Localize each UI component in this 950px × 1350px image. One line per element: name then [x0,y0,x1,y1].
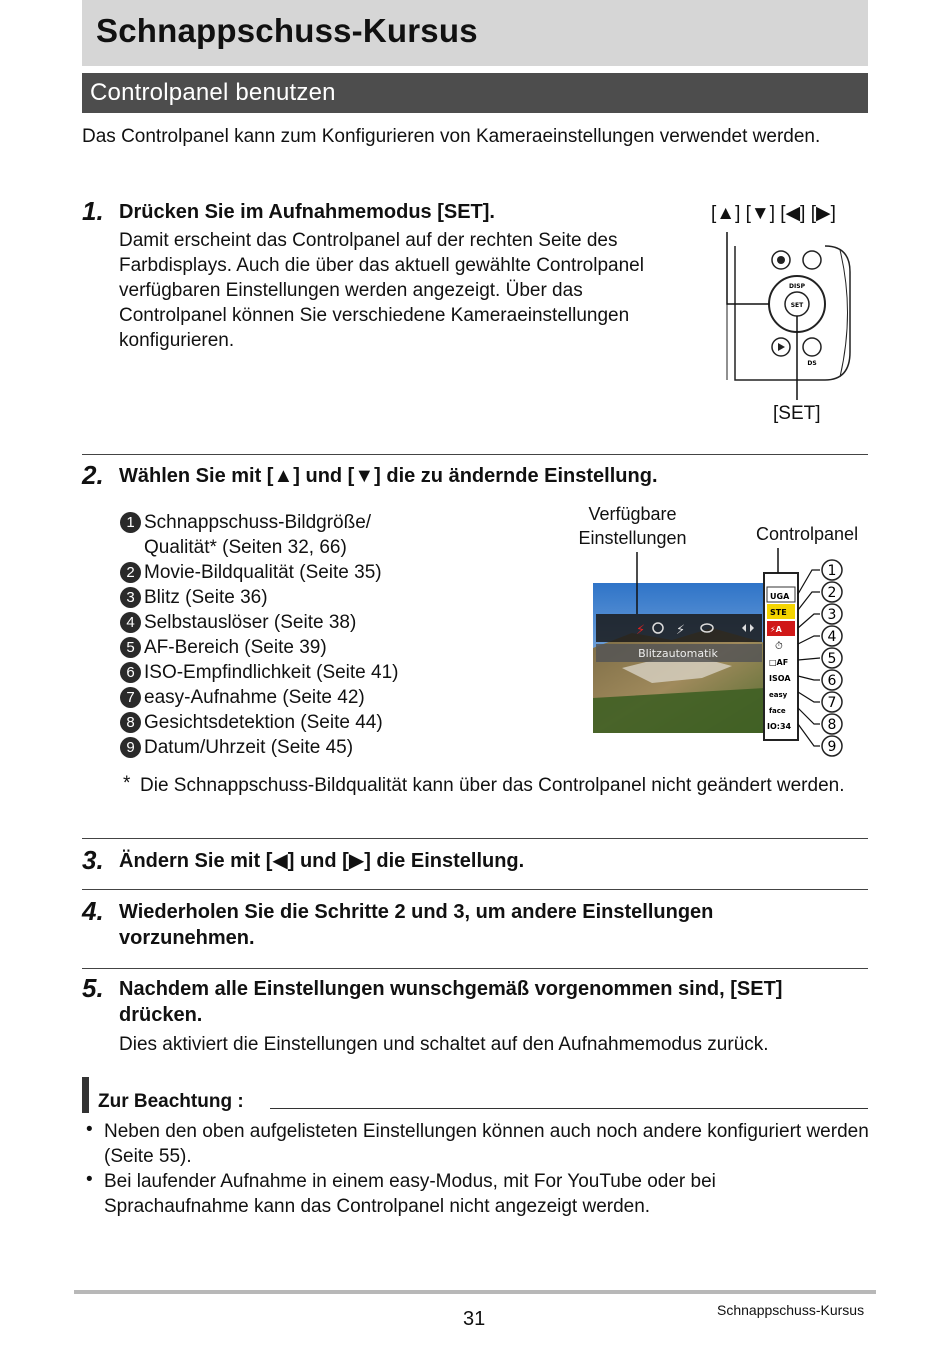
callout-5: 5 [827,651,837,667]
list-item [120,660,399,685]
set-label: SET [790,302,804,309]
list-item [120,560,382,585]
disp-label: DISP [789,283,805,290]
callout-7: 7 [827,695,837,711]
list-item-text: easy-Aufnahme (Seite 42) [144,687,365,708]
image-size-icon: UGA [770,592,790,601]
note-bar [82,1077,89,1113]
step-4-title: Wiederholen Sie die Schritte 2 und 3, um andere Einstellungen vorzunehmen. [119,901,714,949]
number-badge: 1 [120,512,141,533]
iso-icon: ISOA [769,674,791,683]
face-detection-icon: face [769,707,786,715]
flash-on-icon: ⚡ [676,623,686,638]
callout-8: 8 [827,717,837,733]
callout-9: 9 [827,739,837,755]
list-item-text: Selbstauslöser (Seite 38) [144,612,357,633]
number-badge: 3 [120,587,141,608]
note-rule [270,1108,868,1109]
list-item-text: AF-Bereich (Seite 39) [144,637,327,658]
divider [82,454,868,455]
divider [82,838,868,839]
set-button-label: [SET] [773,403,821,424]
number-badge: 9 [120,737,141,758]
footnote-text: Die Schnappschuss-Bildqualität kann über das Controlpanel nicht geändert werden. [140,775,845,796]
flash-setting-icon: ⚡A [770,625,782,634]
list-item [120,735,353,760]
callout-1: 1 [827,563,837,579]
list-item [120,610,356,635]
bullet: • [86,1169,93,1190]
number-badge: 6 [120,662,141,683]
footer-rule [74,1290,876,1294]
page-number: 31 [463,1308,486,1330]
step-5-title: Nachdem alle Einstellungen wunschgemäß vorgenommen sind, [SET] drücken. [119,978,783,1026]
bullet: • [86,1119,93,1140]
easy-mode-icon: easy [769,691,788,699]
list-item-text: Blitz (Seite 36) [144,587,268,608]
list-item [120,510,420,560]
callout-2: 2 [827,585,837,601]
step-1-number: 1. [82,196,104,226]
number-badge: 4 [120,612,141,633]
section-title: Controlpanel benutzen [90,79,336,106]
date-time-icon: IO:34 [767,722,792,731]
step-1-body: Damit erscheint das Controlpanel auf der rechten Seite des Farbdisplays. Auch die über das aktuell gewählte Controlpanel verfügbaren Einstellungen werden angezeigt. Über das Controlpanel können Sie verschiedene Kameraeinstellungen konfigurieren. [119,230,644,351]
movie-quality-icon: STE [770,608,787,617]
self-timer-icon: ⏱ [775,641,783,652]
step-2-title: Wählen Sie mit [▲] und [▼] die zu ändernde Einstellung. [119,465,658,487]
arrow-keys-label: [▲] [▼] [◀] [▶] [711,203,836,224]
note-bullet-1: Neben den oben aufgelisteten Einstellungen können auch noch andere konfiguriert werden (Seite 55). [104,1121,869,1167]
note-bullet-2: Bei laufender Aufnahme in einem easy-Modus, mit For YouTube oder bei Sprachaufnahme kann das Controlpanel nicht angezeigt werden. [104,1171,716,1217]
number-badge: 5 [120,637,141,658]
divider [82,968,868,969]
ds-label: DS [807,360,817,367]
footnote-mark: * [123,773,131,794]
list-item-text: Gesichtsdetektion (Seite 44) [144,712,383,733]
flash-icon: ⚡ [636,623,646,638]
available-settings-label: Verfügbare Einstellungen [578,504,687,548]
list-item-text: Schnappschuss-Bildgröße/ Qualität* (Seiten 32, 66) [144,512,372,558]
camera-back-diagram [715,232,860,402]
note-heading: Zur Beachtung : [98,1091,244,1112]
callout-3: 3 [827,607,837,623]
controlpanel-label: Controlpanel [756,524,859,544]
intro-text: Das Controlpanel kann zum Konfigurieren von Kameraeinstellungen verwendet werden. [82,126,821,147]
step-1-title: Drücken Sie im Aufnahmemodus [SET]. [119,201,495,223]
callout-4: 4 [827,629,837,645]
list-item [120,710,383,735]
step-4-number: 4. [82,896,104,926]
number-badge: 2 [120,562,141,583]
list-item-text: ISO-Empfindlichkeit (Seite 41) [144,662,399,683]
number-badge: 7 [120,687,141,708]
controlpanel-screenshot [592,548,852,760]
number-badge: 8 [120,712,141,733]
list-item [120,635,327,660]
list-item-text: Datum/Uhrzeit (Seite 45) [144,737,354,758]
flash-auto-text: Blitzautomatik [638,647,718,660]
step-3-title: Ändern Sie mit [◀] und [▶] die Einstellung. [119,850,525,872]
list-item-text: Movie-Bildqualität (Seite 35) [144,562,382,583]
af-area-icon: □AF [769,658,789,667]
page-title: Schnappschuss-Kursus [96,12,478,49]
list-item [120,685,365,710]
footer-chapter: Schnappschuss-Kursus [717,1302,865,1318]
callout-6: 6 [827,673,837,689]
step-5-number: 5. [82,973,104,1003]
divider [82,889,868,890]
step-5-body: Dies aktiviert die Einstellungen und schaltet auf den Aufnahmemodus zurück. [119,1034,769,1055]
step-2-number: 2. [82,460,104,490]
step-3-number: 3. [82,845,104,875]
list-item [120,585,268,610]
